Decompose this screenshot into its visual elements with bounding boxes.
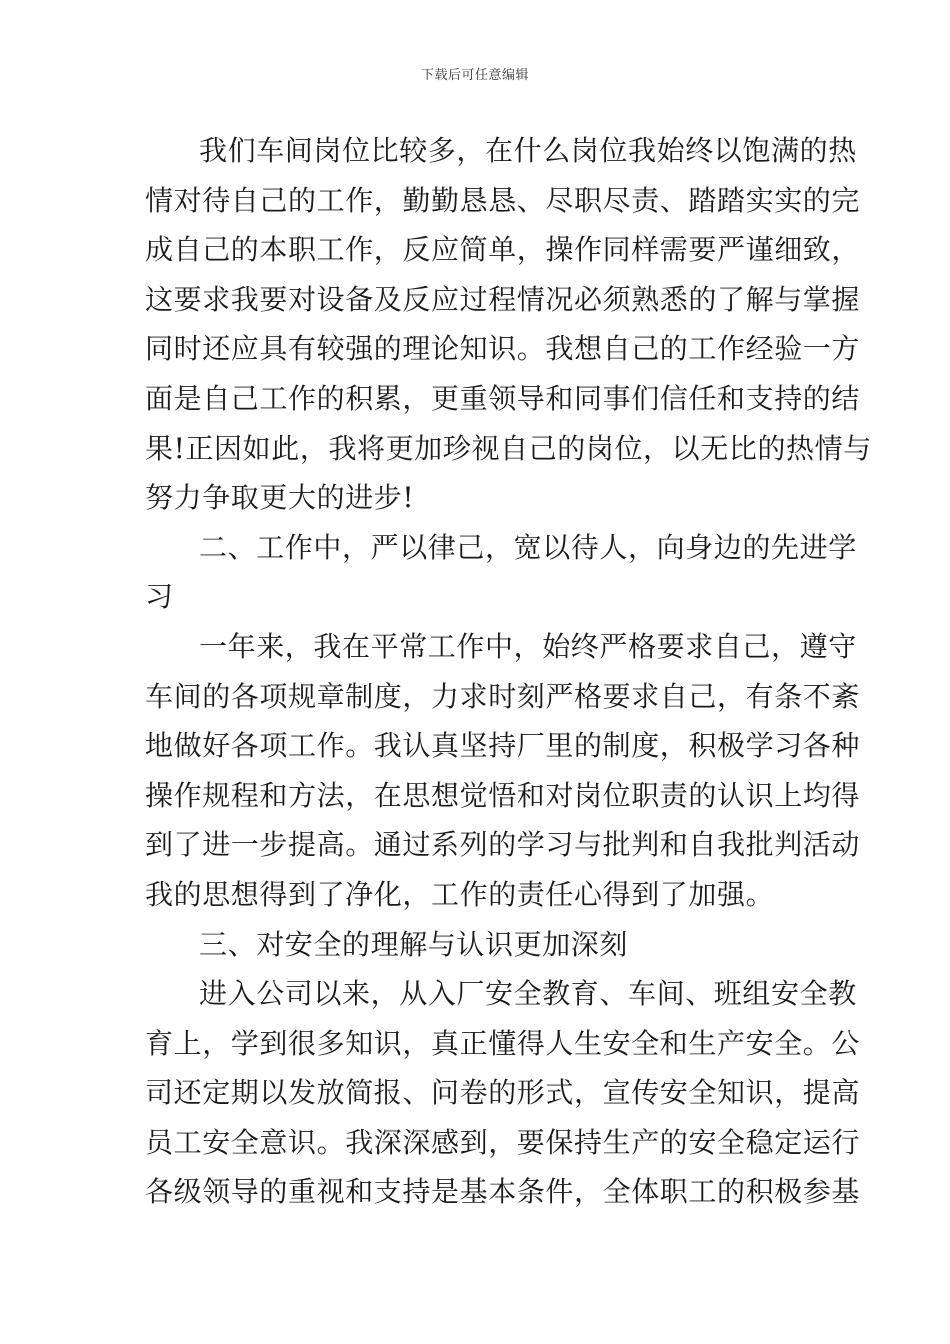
paragraph-line: 到了进一步提高。通过系列的学习与批判和自我批判活动 bbox=[145, 828, 861, 862]
paragraph-line: 各级领导的重视和支持是基本条件，全体职工的积极参基 bbox=[145, 1175, 861, 1209]
section-heading-line: 习 bbox=[145, 580, 174, 614]
paragraph-line: 地做好各项工作。我认真坚持厂里的制度，积极学习各种 bbox=[145, 729, 861, 763]
paragraph-line: 这要求我要对设备及反应过程情况必须熟悉的了解与掌握 bbox=[145, 282, 861, 316]
paragraph-line: 司还定期以发放简报、问卷的形式，宣传安全知识，提高 bbox=[145, 1076, 861, 1110]
paragraph-line: 情对待自己的工作，勤勤恳恳、尽职尽责、踏踏实实的完 bbox=[145, 183, 861, 217]
paragraph-line: 进入公司以来，从入厂安全教育、车间、班组安全教 bbox=[199, 977, 857, 1011]
section-heading-line: 二、工作中，严以律己，宽以待人，向身边的先进学 bbox=[199, 530, 857, 564]
paragraph-line: 员工安全意识。我深深感到，要保持生产的安全稳定运行 bbox=[145, 1125, 861, 1159]
document-body bbox=[145, 126, 872, 1217]
paragraph-line: 努力争取更大的进步! bbox=[145, 481, 415, 515]
paragraph-line: 育上，学到很多知识，真正懂得人生安全和生产安全。公 bbox=[145, 1026, 861, 1060]
paragraph-line: 操作规程和方法，在思想觉悟和对岗位职责的认识上均得 bbox=[145, 778, 861, 812]
paragraph-line: 一年来，我在平常工作中，始终严格要求自己，遵守 bbox=[199, 629, 857, 663]
paragraph-line: 车间的各项规章制度，力求时刻严格要求自己，有条不紊 bbox=[145, 679, 861, 713]
paragraph-line: 果!正因如此，我将更加珍视自己的岗位，以无比的热情与 bbox=[145, 431, 872, 465]
paragraph-line: 我的思想得到了净化，工作的责任心得到了加强。 bbox=[145, 877, 775, 911]
paragraph-line: 成自己的本职工作，反应简单，操作同样需要严谨细致， bbox=[145, 233, 861, 267]
paragraph-line: 面是自己工作的积累，更重领导和同事们信任和支持的结 bbox=[145, 381, 861, 415]
paragraph-line: 我们车间岗位比较多，在什么岗位我始终以饱满的热 bbox=[199, 134, 857, 167]
paragraph-line: 同时还应具有较强的理论知识。我想自己的工作经验一方 bbox=[145, 332, 861, 366]
section-heading-line: 三、对安全的理解与认识更加深刻 bbox=[199, 927, 629, 961]
header-note: 下载后可任意编辑 bbox=[420, 68, 529, 83]
